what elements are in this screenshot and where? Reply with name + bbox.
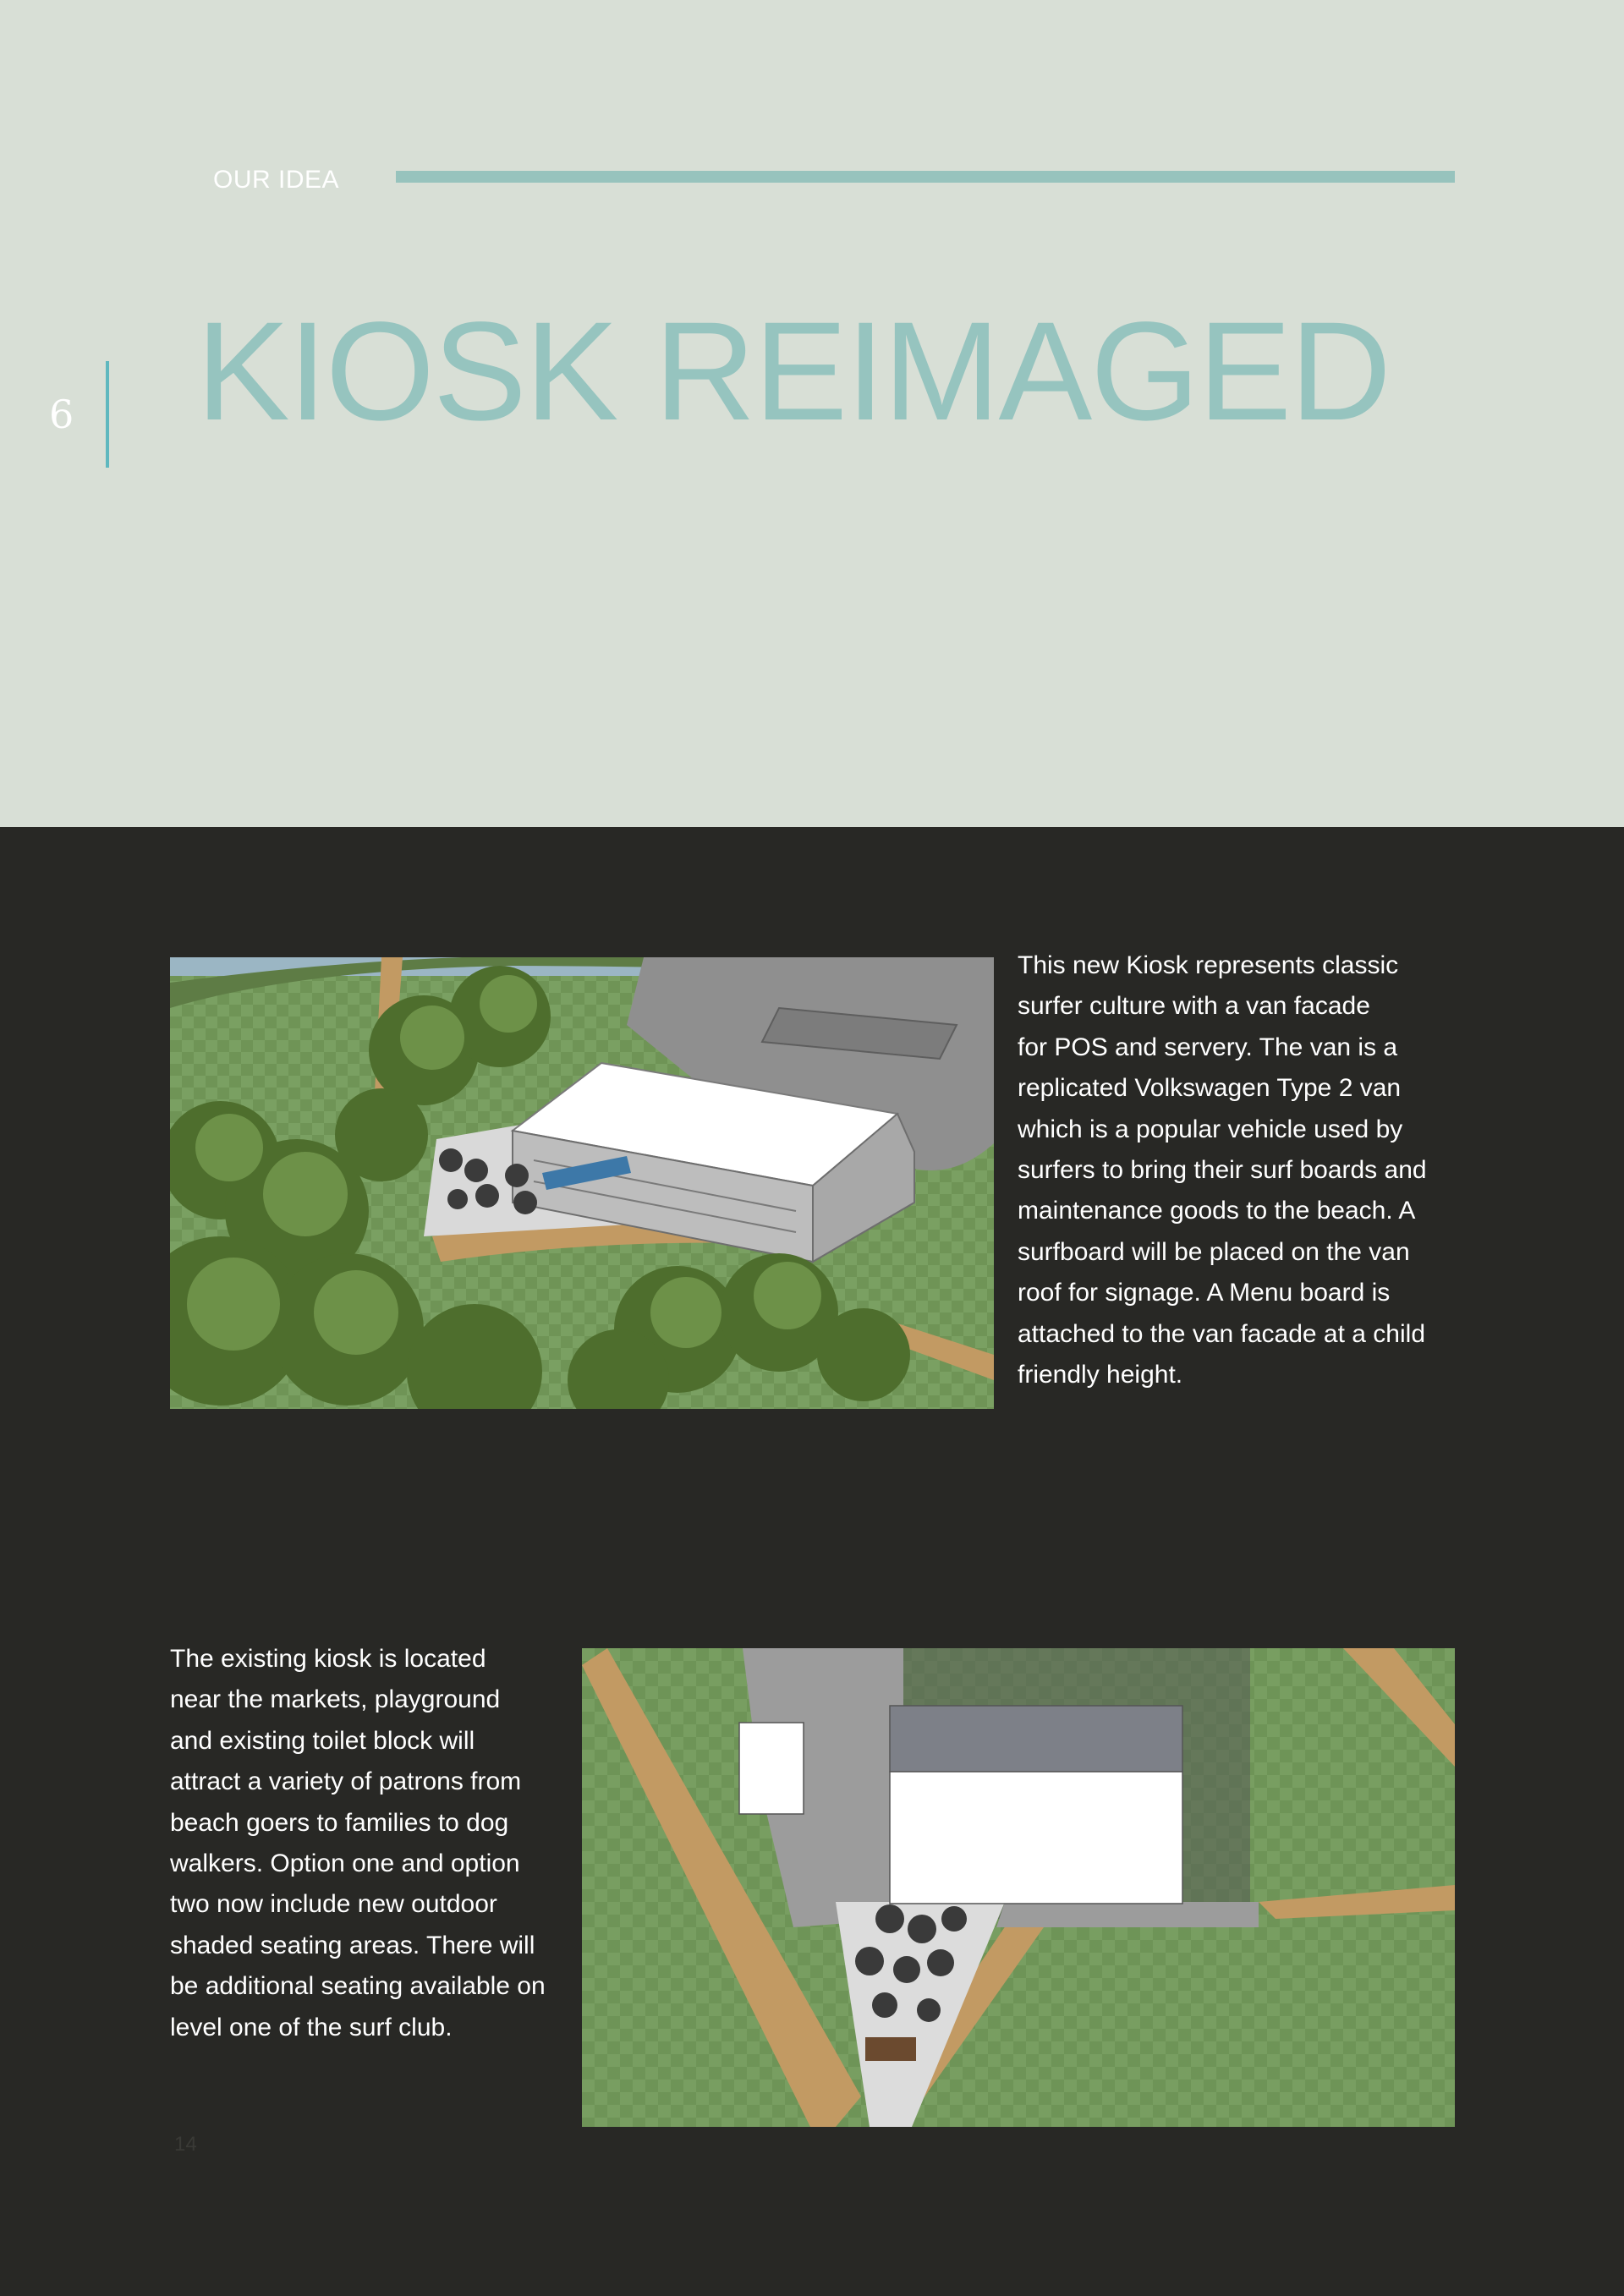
aerial-kiosk-render — [170, 957, 994, 1409]
kiosk-description: This new Kiosk represents classic surfer culture with a van facade for POS and servery. The van is a replicated Volkswagen Type 2 van which is a popular vehicle used by surfers to bring their surf boards and maintenance goods to the beach. A surfboard will be placed on the van roof for signage. A Menu board is attached to the van facade at a child friendly height. — [1018, 951, 1427, 1389]
site-plan-render-graphic — [582, 1648, 1455, 2127]
side-rule — [106, 361, 109, 468]
site-plan-render — [582, 1648, 1455, 2127]
footer-page-number: 14 — [174, 2133, 197, 2156]
page-title: KIOSK REIMAGED — [196, 293, 1390, 450]
header-panel — [0, 0, 1624, 827]
section-label: OUR IDEA — [213, 166, 340, 194]
side-page-number: 6 — [49, 392, 74, 437]
location-description: The existing kiosk is located near the markets, playground and existing toilet block will attract a variety of patrons from beach goers to families to dog walkers. Option one and option two now include new outdoor shaded seating areas. There will be additional seating available on level one of the surf club. — [170, 1645, 546, 2041]
aerial-kiosk-render-graphic — [170, 957, 994, 1409]
section-rule — [396, 171, 1455, 183]
